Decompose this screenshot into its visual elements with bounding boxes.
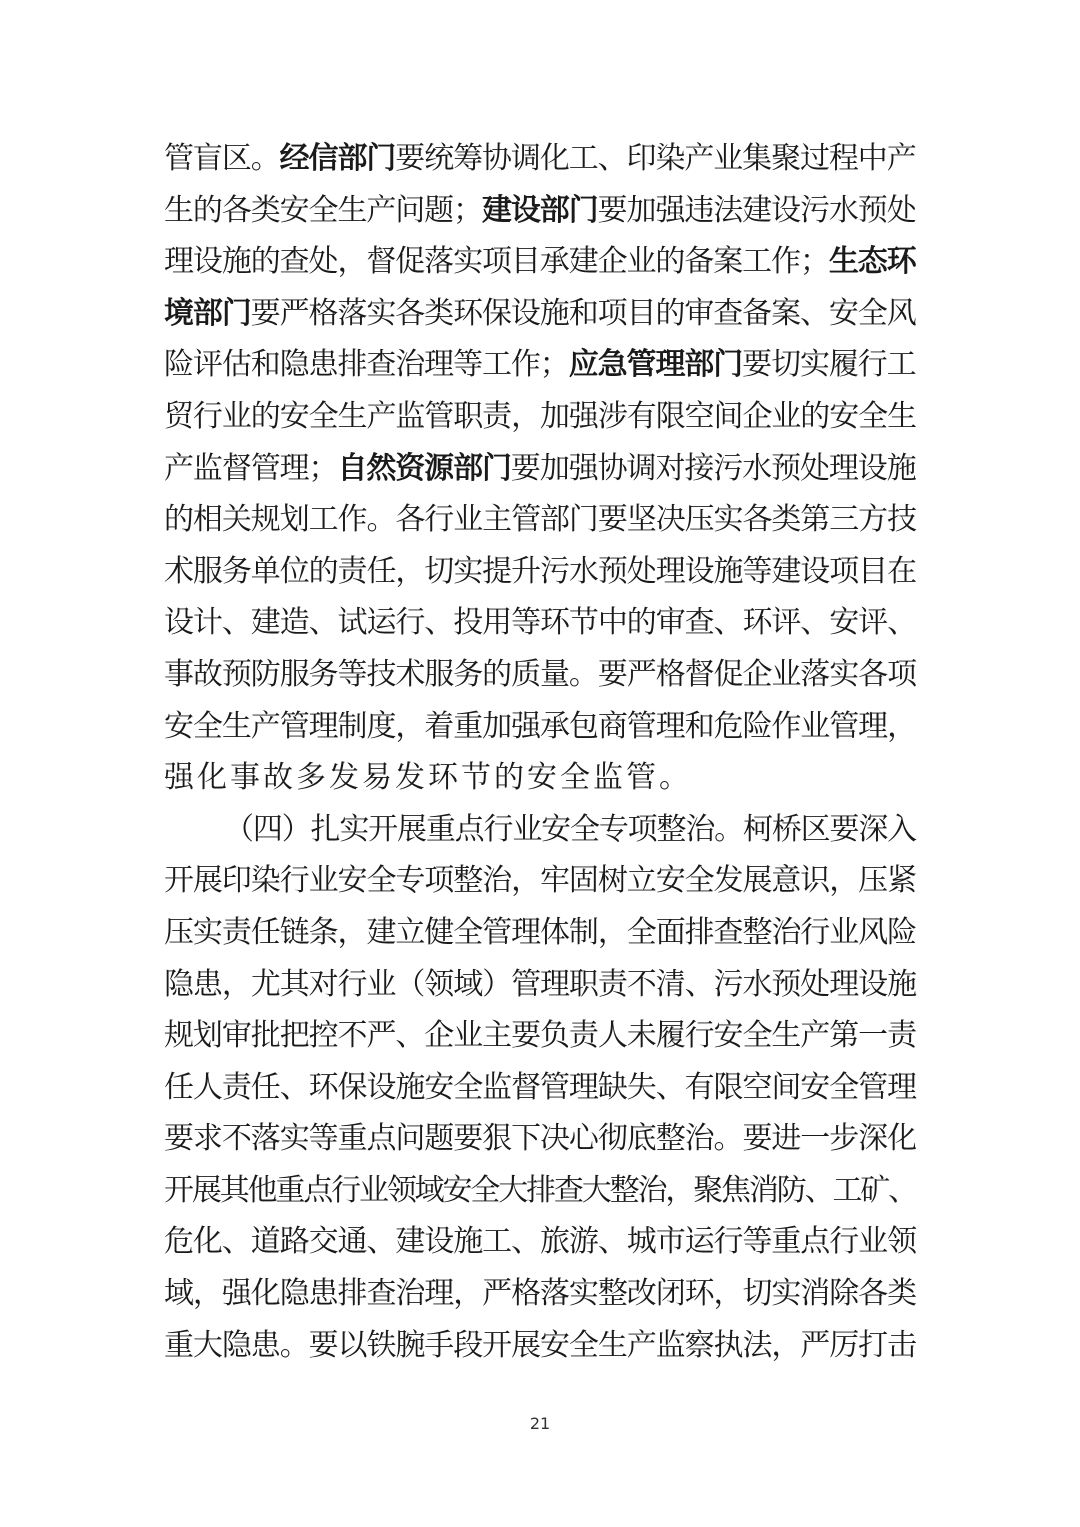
text-segment: 理设施的查处，督促落实项目承建企业的备案工作； — [164, 244, 829, 280]
text-line — [164, 133, 916, 185]
text-segment: 域，强化隐患排查治理，严格落实整改闭环，切实消除各类 — [164, 1276, 916, 1312]
text-line — [164, 701, 916, 753]
text-segment: 要加强违法建设污水预处 — [597, 192, 916, 228]
text-segment: 产监督管理； — [164, 450, 338, 486]
text-line — [164, 804, 916, 856]
text-segment: 生的各类安全生产问题； — [164, 192, 482, 228]
text-segment: 要严格落实各类环保设施和项目的审查备案、安全风 — [250, 295, 916, 331]
text-segment: 危化、道路交通、建设施工、旅游、城市运行等重点行业领 — [164, 1224, 916, 1260]
text-segment: 开展印染行业安全专项整治，牢固树立安全发展意识，压紧 — [164, 863, 916, 899]
text-segment: 管盲区。 — [164, 141, 280, 176]
text-line — [164, 959, 916, 1011]
bold-department-name: 生态环 — [828, 244, 916, 280]
text-segment: 开展其他重点行业领域安全大排查大整治，聚焦消防、工矿、 — [164, 1172, 916, 1208]
bold-department-name: 建设部门 — [481, 192, 598, 228]
text-line — [164, 546, 916, 598]
bold-department-name: 自然资源部门 — [337, 450, 511, 486]
text-segment: 险评估和隐患排查治理等工作； — [164, 347, 569, 383]
text-line — [164, 907, 916, 959]
text-segment: 强化事故多发易发环节的安全监管。 — [164, 760, 692, 796]
text-segment: 规划审批把控不严、企业主要负责人未履行安全生产第一责 — [164, 1018, 916, 1054]
text-line — [164, 597, 916, 649]
text-line — [164, 185, 916, 237]
bold-department-name: 经信部门 — [279, 141, 396, 176]
text-line — [164, 649, 916, 701]
text-line — [164, 1113, 916, 1165]
text-segment: 重大隐患。要以铁腕手段开展安全生产监察执法，严厉打击 — [164, 1327, 916, 1363]
document-body — [164, 133, 916, 1371]
text-line — [164, 236, 916, 288]
text-line — [164, 339, 916, 391]
text-line — [164, 1216, 916, 1268]
text-segment: 要求不落实等重点问题要狠下决心彻底整治。要进一步深化 — [164, 1121, 916, 1157]
text-segment: 任人责任、环保设施安全监督管理缺失、有限空间安全管理 — [164, 1069, 916, 1105]
text-segment: 贸行业的安全生产监管职责，加强涉有限空间企业的安全生 — [164, 398, 916, 434]
text-line — [164, 288, 916, 340]
text-line — [164, 391, 916, 443]
text-segment: 术服务单位的责任，切实提升污水预处理设施等建设项目在 — [164, 553, 916, 589]
text-line — [164, 752, 916, 804]
text-line — [164, 1062, 916, 1114]
text-line — [164, 494, 916, 546]
text-line — [164, 1268, 916, 1320]
text-segment: 的相关规划工作。各行业主管部门要坚决压实各类第三方技 — [164, 502, 916, 538]
text-segment: 设计、建造、试运行、投用等环节中的审查、环评、安评、 — [164, 605, 916, 641]
text-segment: 压实责任链条，建立健全管理体制，全面排查整治行业风险 — [164, 914, 916, 950]
text-line — [164, 443, 916, 495]
text-line — [164, 1320, 916, 1372]
text-line — [164, 1010, 916, 1062]
text-segment: 要切实履行工 — [742, 347, 916, 383]
text-segment: 安全生产管理制度，着重加强承包商管理和危险作业管理， — [164, 708, 916, 744]
text-line — [164, 855, 916, 907]
text-line — [164, 1165, 916, 1217]
text-segment: 事故预防服务等技术服务的质量。要严格督促企业落实各项 — [164, 656, 916, 692]
text-segment: （四）扎实开展重点行业安全专项整治。柯桥区要深入 — [224, 811, 916, 847]
bold-department-name: 应急管理部门 — [568, 347, 743, 383]
text-segment: 隐患，尤其对行业（领域）管理职责不清、污水预处理设施 — [164, 966, 916, 1002]
text-segment: 要加强协调对接污水预处理设施 — [510, 450, 916, 486]
bold-department-name: 境部门 — [164, 295, 251, 331]
text-segment: 要统筹协调化工、印染产业集聚过程中产 — [395, 141, 916, 176]
page-number: 21 — [529, 1414, 551, 1433]
